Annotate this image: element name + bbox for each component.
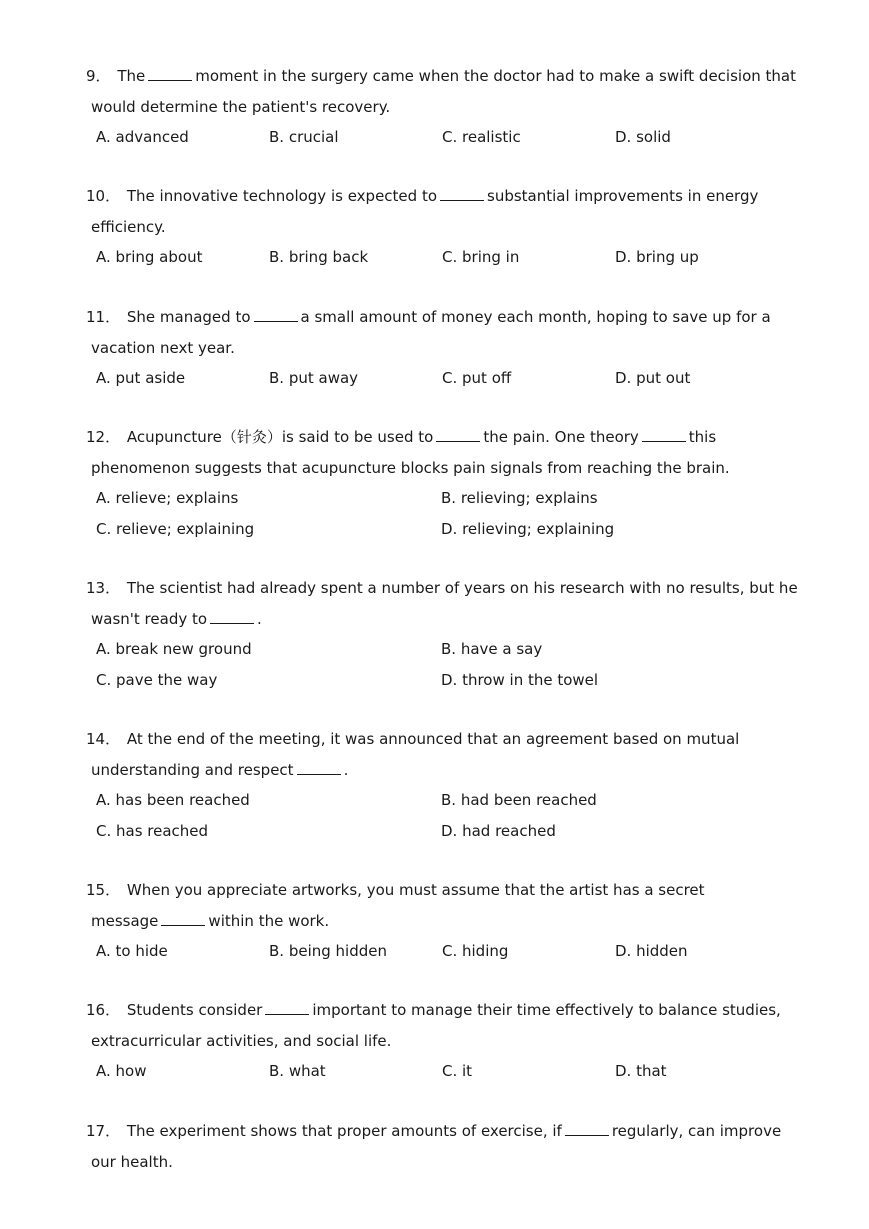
question-stem-line: efficiency.	[91, 218, 166, 236]
question-stem-line: 10． The innovative technology is expected to substantial improvements in energy	[86, 187, 759, 205]
option-b[interactable]: B. what	[269, 1062, 326, 1080]
answer-blank	[254, 309, 298, 322]
option-d[interactable]: D. relieving; explaining	[441, 520, 615, 538]
question-stem-line: phenomenon suggests that acupuncture blocks pain signals from reaching the brain.	[91, 459, 730, 477]
question-number: 13．	[86, 579, 121, 597]
option-d[interactable]: D. solid	[615, 128, 671, 146]
option-d[interactable]: D. bring up	[615, 248, 699, 266]
answer-blank	[297, 762, 341, 775]
option-a[interactable]: A. how	[96, 1062, 147, 1080]
option-d[interactable]: D. had reached	[441, 822, 556, 840]
question-stem-line: 15． When you appreciate artworks, you must assume that the artist has a secret	[86, 881, 705, 899]
question-number: 12．	[86, 428, 121, 446]
question-number: 14．	[86, 730, 121, 748]
answer-blank	[210, 611, 254, 624]
option-a[interactable]: A. bring about	[96, 248, 203, 266]
option-a[interactable]: A. break new ground	[96, 640, 252, 658]
question-number: 9．	[86, 67, 111, 85]
question-stem-line: our health.	[91, 1153, 173, 1171]
answer-blank	[440, 188, 484, 201]
question-number: 17．	[86, 1122, 121, 1140]
answer-blank	[265, 1002, 309, 1015]
question-stem-line: 12． Acupuncture（针灸）is said to be used to the pain. One theory this	[86, 428, 717, 446]
option-d[interactable]: D. put out	[615, 369, 691, 387]
question-stem-line: wasn't ready to .	[91, 610, 262, 628]
option-c[interactable]: C. has reached	[96, 822, 209, 840]
question-stem-line: message within the work.	[91, 912, 330, 930]
question-stem-line: would determine the patient's recovery.	[91, 98, 391, 116]
option-a[interactable]: A. put aside	[96, 369, 186, 387]
answer-blank	[642, 429, 686, 442]
option-c[interactable]: C. bring in	[442, 248, 520, 266]
option-a[interactable]: A. advanced	[96, 128, 189, 146]
option-c[interactable]: C. hiding	[442, 942, 509, 960]
question-number: 15．	[86, 881, 121, 899]
option-b[interactable]: B. relieving; explains	[441, 489, 598, 507]
option-b[interactable]: B. bring back	[269, 248, 369, 266]
option-b[interactable]: B. had been reached	[441, 791, 597, 809]
question-stem-line: understanding and respect .	[91, 761, 349, 779]
question-number: 11．	[86, 308, 121, 326]
option-a[interactable]: A. relieve; explains	[96, 489, 239, 507]
option-c[interactable]: C. pave the way	[96, 671, 218, 689]
question-stem-line: 13． The scientist had already spent a number of years on his research with no results, but he	[86, 579, 798, 597]
question-number: 16．	[86, 1001, 121, 1019]
answer-blank	[565, 1123, 609, 1136]
question-stem-line: 17． The experiment shows that proper amounts of exercise, if regularly, can improve	[86, 1122, 782, 1140]
option-a[interactable]: A. to hide	[96, 942, 168, 960]
option-c[interactable]: C. it	[442, 1062, 473, 1080]
option-d[interactable]: D. throw in the towel	[441, 671, 599, 689]
question-stem-line: 14． At the end of the meeting, it was announced that an agreement based on mutual	[86, 730, 740, 748]
option-c[interactable]: C. put off	[442, 369, 512, 387]
question-stem-line: 11． She managed to a small amount of money each month, hoping to save up for a	[86, 308, 771, 326]
option-d[interactable]: D. hidden	[615, 942, 688, 960]
option-d[interactable]: D. that	[615, 1062, 667, 1080]
option-a[interactable]: A. has been reached	[96, 791, 250, 809]
option-c[interactable]: C. realistic	[442, 128, 521, 146]
question-stem-line: extracurricular activities, and social life.	[91, 1032, 392, 1050]
answer-blank	[161, 913, 205, 926]
option-c[interactable]: C. relieve; explaining	[96, 520, 255, 538]
question-stem-line: 16． Students consider important to manage their time effectively to balance studies,	[86, 1001, 781, 1019]
question-number: 10．	[86, 187, 121, 205]
option-b[interactable]: B. have a say	[441, 640, 543, 658]
question-stem-line: 9． The moment in the surgery came when the doctor had to make a swift decision that	[86, 67, 796, 85]
answer-blank	[148, 68, 192, 81]
option-b[interactable]: B. put away	[269, 369, 359, 387]
option-b[interactable]: B. crucial	[269, 128, 339, 146]
option-b[interactable]: B. being hidden	[269, 942, 387, 960]
answer-blank	[436, 429, 480, 442]
question-stem-line: vacation next year.	[91, 339, 235, 357]
